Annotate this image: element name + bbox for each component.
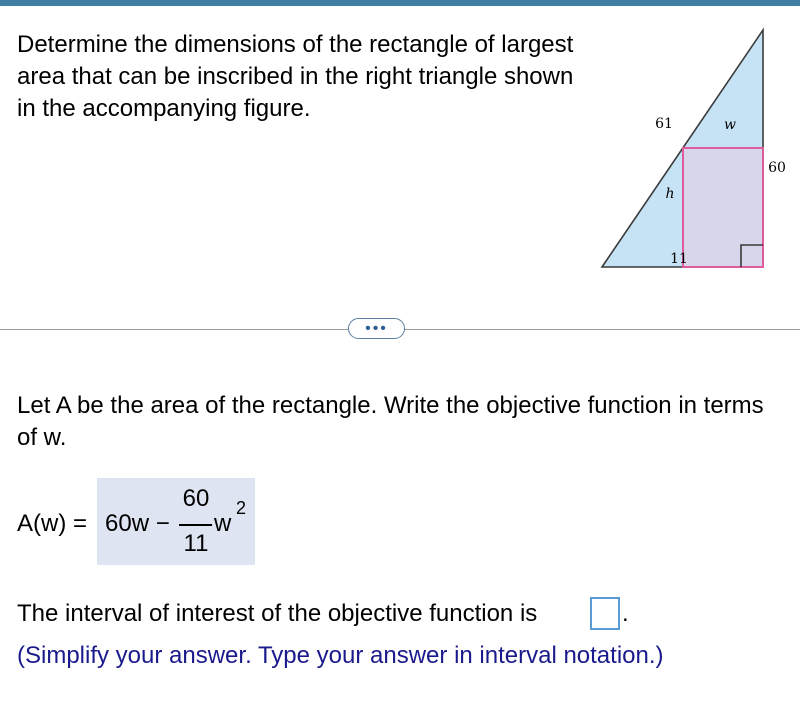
base-label: 11 [670,251,688,267]
function-variable: w [214,510,232,537]
question-text: Determine the dimensions of the rectangle of largest area that can be inscribed in the right triangle shown in the accompanying figure. [17,31,574,122]
side-label: 60 [768,160,786,176]
interval-answer-input[interactable] [590,597,620,630]
triangle-figure [590,20,800,275]
inscribed-rectangle [683,148,763,267]
interval-period: . [622,600,629,627]
interval-prompt: The interval of interest of the objective function is [17,600,538,627]
hypotenuse-label: 61 [655,116,673,132]
top-accent-bar [0,0,800,6]
fraction-denominator: 11 [183,530,209,557]
function-label: A(w) = [17,510,88,537]
height-label: h [665,186,675,202]
part-prompt: Let A be the area of the rectangle. Write the objective function in terms of w. [17,392,764,451]
fraction-bar [179,524,212,526]
answer-instructions: (Simplify your answer. Type your answer in interval notation.) [17,642,664,669]
fraction-numerator: 60 [182,485,210,512]
function-exponent: 2 [236,498,247,518]
function-term: 60w − [105,510,170,537]
expand-more-button[interactable]: ••• [348,318,405,339]
width-label: w [724,117,736,133]
